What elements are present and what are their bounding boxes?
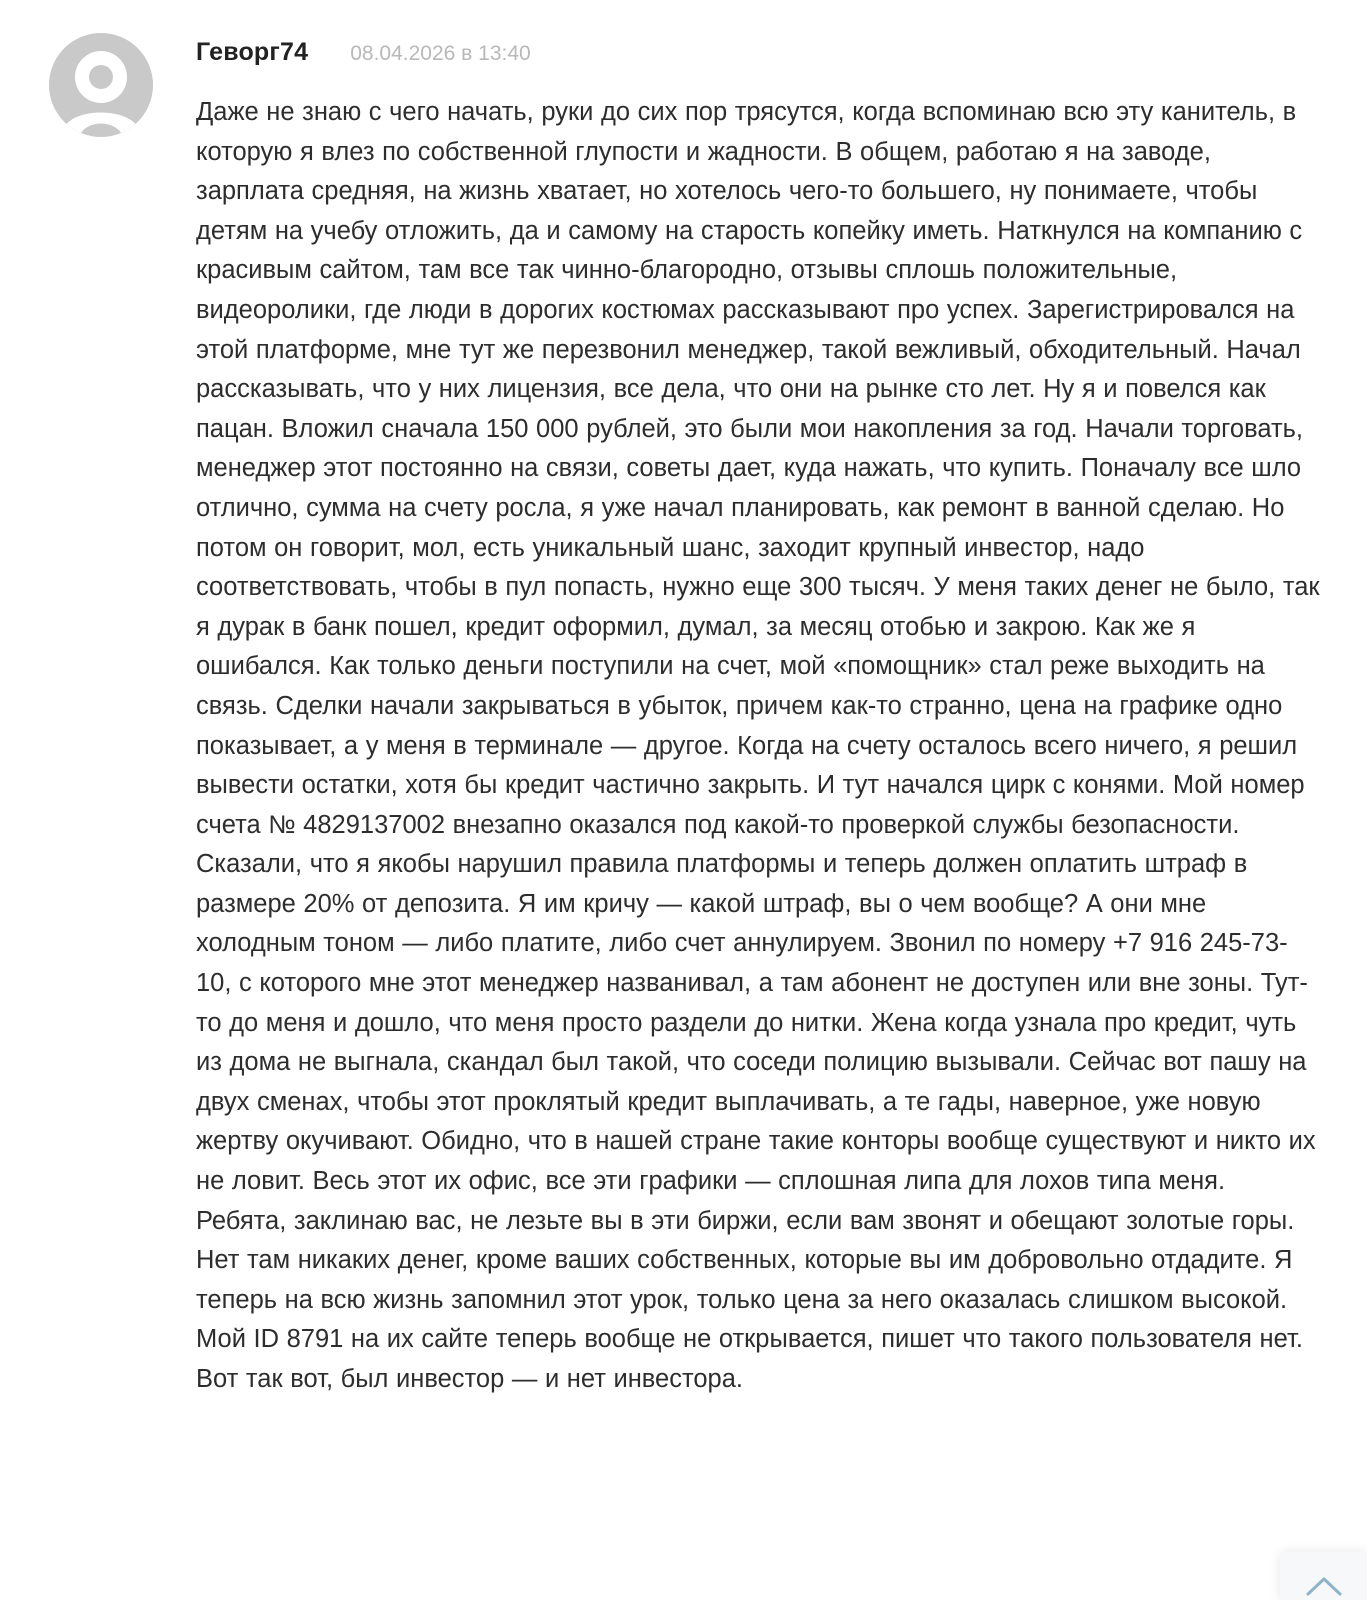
comment-text: Даже не знаю с чего начать, руки до сих пор трясутся, когда вспоминаю всю эту канитель, в которую я влез по собственной глупости и жадности. В общем, работаю я на заводе, зарплата средняя, на жизнь хватает, но хотелось чего-то большего, ну понимаете, чтобы детям на учебу отложить, да и самому на старость копейку иметь. Наткнулся на компанию с красивым сайтом, там все так чинно-благородно, отзывы сплошь положительные, видеоролики, где люди в дорогих костюмах рассказывают про успех. Зарегистрировался на этой платформе, мне тут же перезвонил менеджер, такой вежливый, обходительный. Начал рассказывать, что у них лицензия, все дела, что они на рынке сто лет. Ну я и повелся как пацан. Вложил сначала 150 000 рублей, это были мои накопления за год. Начали торговать, менеджер этот постоянно на связи, советы дает, куда нажать, что купить. Поначалу все шло отлично, сумма на счету росла, я уже начал планировать, как ремонт в ванной сделаю. Но потом он говорит, мол, есть уникальный шанс, заходит крупный инвестор, надо соответствовать, чтобы в пул попасть, нужно еще 300 тысяч. У меня таких денег не было, так я дурак в банк пошел, кредит оформил, думал, за месяц отобью и закрою. Как же я ошибался. Как только деньги поступили на счет, мой «помощник» стал реже выходить на связь. Сделки начали закрываться в убыток, причем как-то странно, цена на графике одно показывает, а у меня в терминале — другое. Когда на счету осталось всего ничего, я решил вывести остатки, хотя бы кредит частично закрыть. И тут начался цирк с конями. Мой номер счета № 4829137002 внезапно оказался под какой-то проверкой службы безопасности. Сказали, что я якобы нарушил правила платформы и теперь должен оплатить штраф в размере 20% от депозита. Я им кричу — какой штраф, вы о чем вообще? А они мне холодным тоном — либо платите, либо счет аннулируем. Звонил по номеру +7 916 245-73-10, с которого мне этот менеджер названивал, а там абонент не доступен или вне зоны. Тут-то до меня и дошло, что меня просто раздели до нитки. Жена когда узнала про кредит, чуть из дома не выгнала, скандал был такой, что соседи полицию вызывали. Сейчас вот пашу на двух сменах, чтобы этот проклятый кредит выплачивать, а те гады, наверное, уже новую жертву окучивают. Обидно, что в нашей стране такие конторы вообще существуют и никто их не ловит. Весь этот их офис, все эти графики — сплошная липа для лохов типа меня. Ребята, заклинаю вас, не лезьте вы в эти биржи, если вам звонят и обещают золотые горы. Нет там никаких денег, кроме ваших собственных, которые вы им добровольно отдадите. Я теперь на всю жизнь запомнил этот урок, только цена за него оказалась слишком высокой. Мой ID 8791 на их сайте теперь вообще не открывается, пишет что такого пользователя нет. Вот так вот, был инвестор — и нет инвестора. — [196, 98, 1320, 1393]
comment-date: 08.04.2026 в 13:40 — [350, 42, 531, 65]
comment-meta — [196, 38, 531, 78]
scroll-to-top-button[interactable] — [1280, 1552, 1367, 1600]
default-user-avatar-icon — [49, 33, 153, 137]
comment-author: Геворг74 — [196, 38, 309, 66]
chevron-up-icon — [1304, 1574, 1344, 1596]
avatar — [49, 33, 153, 137]
